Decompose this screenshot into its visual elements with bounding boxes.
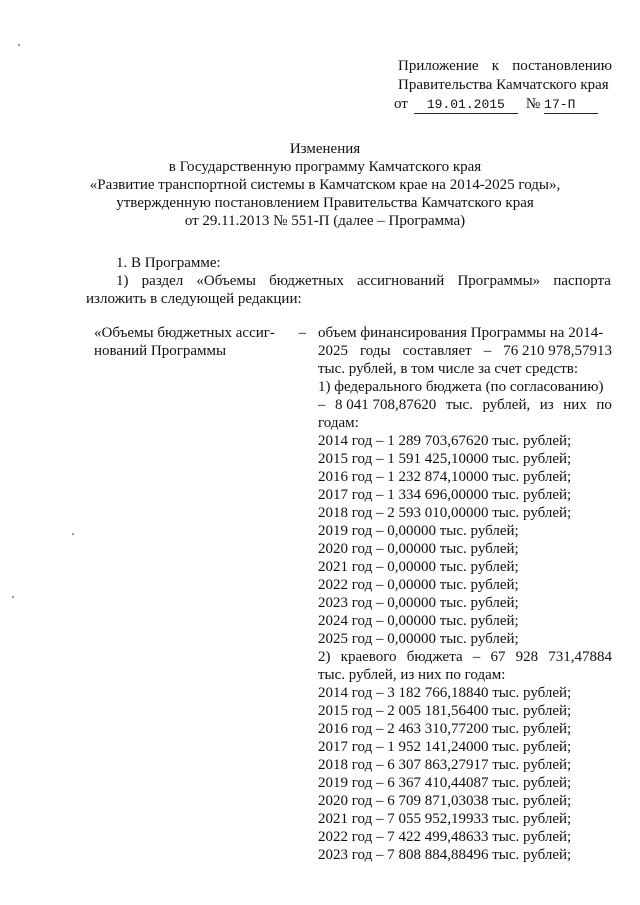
item2-word: 1): [116, 273, 129, 289]
item2-word: паспорта: [553, 273, 611, 289]
regional-line2: тыс. рублей, из них по годам:: [318, 667, 506, 683]
regional-line1: [318, 648, 612, 666]
regional-year-row: 2015 год – 2 005 181,56400 тыс. рублей;: [318, 703, 572, 719]
federal-line1: 1) федерального бюджета (по согласованию): [318, 379, 604, 395]
title-line3: «Развитие транспортной системы в Камчатском крае на 2014-2025 годы»,: [89, 177, 561, 193]
federal-word: рублей,: [482, 397, 531, 413]
federal-line3: годам:: [318, 415, 359, 431]
intro-word: годы: [360, 343, 391, 359]
regional-year-row: 2017 год – 1 952 141,24000 тыс. рублей;: [318, 739, 572, 755]
federal-year-row: 2020 год – 0,00000 тыс. рублей;: [318, 541, 519, 557]
annex-line1: [398, 57, 612, 76]
federal-word: по: [596, 397, 612, 413]
federal-word: –: [318, 397, 326, 413]
intro-word: 76 210 978,57913: [503, 343, 612, 359]
federal-word: 8 041 708,87620: [335, 397, 437, 413]
item2-line1: [86, 272, 611, 290]
federal-year-row: 2025 год – 0,00000 тыс. рублей;: [318, 631, 519, 647]
annex-word: к: [491, 58, 500, 74]
federal-line2: [318, 396, 612, 414]
title-line5: от 29.11.2013 № 551-П (далее – Программа): [184, 213, 466, 229]
left-col-dash: –: [298, 325, 306, 341]
regional-word: –: [472, 649, 481, 665]
federal-year-row: 2021 год – 0,00000 тыс. рублей;: [318, 559, 519, 575]
federal-year-row: 2015 год – 1 591 425,10000 тыс. рублей;: [318, 451, 572, 467]
annex-line2: Правительства Камчатского края: [398, 77, 609, 93]
item1: 1. В Программе:: [116, 255, 221, 271]
regional-word: краевого: [340, 649, 397, 665]
intro-word: составляет: [402, 343, 472, 359]
intro-line2: [318, 342, 612, 360]
intro-line3: тыс. рублей, в том числе за счет средств:: [318, 361, 579, 377]
annex-block: [394, 57, 612, 114]
title-line2: в Государственную программу Камчатского края: [168, 159, 482, 175]
regional-word: 928: [515, 649, 539, 665]
item2-paragraph: [86, 272, 611, 308]
federal-word: из: [539, 397, 554, 413]
item2-line2: изложить в следующей редакции:: [86, 291, 302, 307]
left-col-line1: «Объемы бюджетных ассиг-: [94, 325, 275, 341]
regional-word: 2): [318, 649, 331, 665]
federal-year-row: 2017 год – 1 334 696,00000 тыс. рублей;: [318, 487, 572, 503]
regional-word: 731,47884: [548, 649, 612, 665]
annex-date: 19.01.2015: [414, 97, 518, 114]
regional-word: 67: [490, 649, 506, 665]
item2-word: бюджетных: [269, 273, 344, 289]
federal-year-row: 2022 год – 0,00000 тыс. рублей;: [318, 577, 519, 593]
scan-speck: [12, 596, 14, 598]
regional-year-row: 2014 год – 3 182 766,18840 тыс. рублей;: [318, 685, 572, 701]
federal-word: тыс.: [445, 397, 473, 413]
intro-word: –: [483, 343, 492, 359]
regional-year-row: 2019 год – 6 367 410,44087 тыс. рублей;: [318, 775, 572, 791]
federal-year-row: 2024 год – 0,00000 тыс. рублей;: [318, 613, 519, 629]
federal-word: них: [563, 397, 587, 413]
regional-year-row: 2022 год – 7 422 499,48633 тыс. рублей;: [318, 829, 572, 845]
item2-word: Программы»: [457, 273, 541, 289]
regional-year-row: 2021 год – 7 055 952,19933 тыс. рублей;: [318, 811, 572, 827]
annex-word: Приложение: [398, 58, 479, 74]
title-line4: утвержденную постановлением Правительства Камчатского края: [116, 195, 534, 211]
federal-year-row: 2023 год – 0,00000 тыс. рублей;: [318, 595, 519, 611]
item2-word: раздел: [141, 273, 184, 289]
document-title: [80, 140, 570, 230]
annex-num-sign: №: [525, 96, 541, 112]
title-line1: Изменения: [289, 141, 361, 157]
regional-word: бюджета: [406, 649, 463, 665]
intro-line1: объем финансирования Программы на 2014-: [318, 325, 604, 341]
left-column: [94, 324, 306, 360]
right-column: [318, 324, 612, 864]
regional-year-row: 2018 год – 6 307 863,27917 тыс. рублей;: [318, 757, 572, 773]
annex-word: постановлению: [512, 58, 612, 74]
item2-word: «Объемы: [196, 273, 256, 289]
annex-number: 17-П: [544, 97, 598, 114]
federal-year-row: 2018 год – 2 593 010,00000 тыс. рублей;: [318, 505, 572, 521]
left-col-row1: [94, 324, 306, 342]
annex-date-line: [394, 95, 612, 114]
federal-year-row: 2016 год – 1 232 874,10000 тыс. рублей;: [318, 469, 572, 485]
annex-ot: от: [394, 96, 408, 112]
intro-word: 2025: [318, 343, 348, 359]
federal-year-row: 2014 год – 1 289 703,67620 тыс. рублей;: [318, 433, 572, 449]
federal-year-row: 2019 год – 0,00000 тыс. рублей;: [318, 523, 519, 539]
scan-speck: [72, 533, 74, 535]
regional-year-row: 2023 год – 7 808 884,88496 тыс. рублей;: [318, 847, 572, 863]
scan-speck: [18, 44, 20, 46]
left-col-line2: нований Программы: [94, 343, 227, 359]
regional-year-row: 2020 год – 6 709 871,03038 тыс. рублей;: [318, 793, 572, 809]
regional-year-row: 2016 год – 2 463 310,77200 тыс. рублей;: [318, 721, 572, 737]
item2-word: ассигнований: [357, 273, 445, 289]
